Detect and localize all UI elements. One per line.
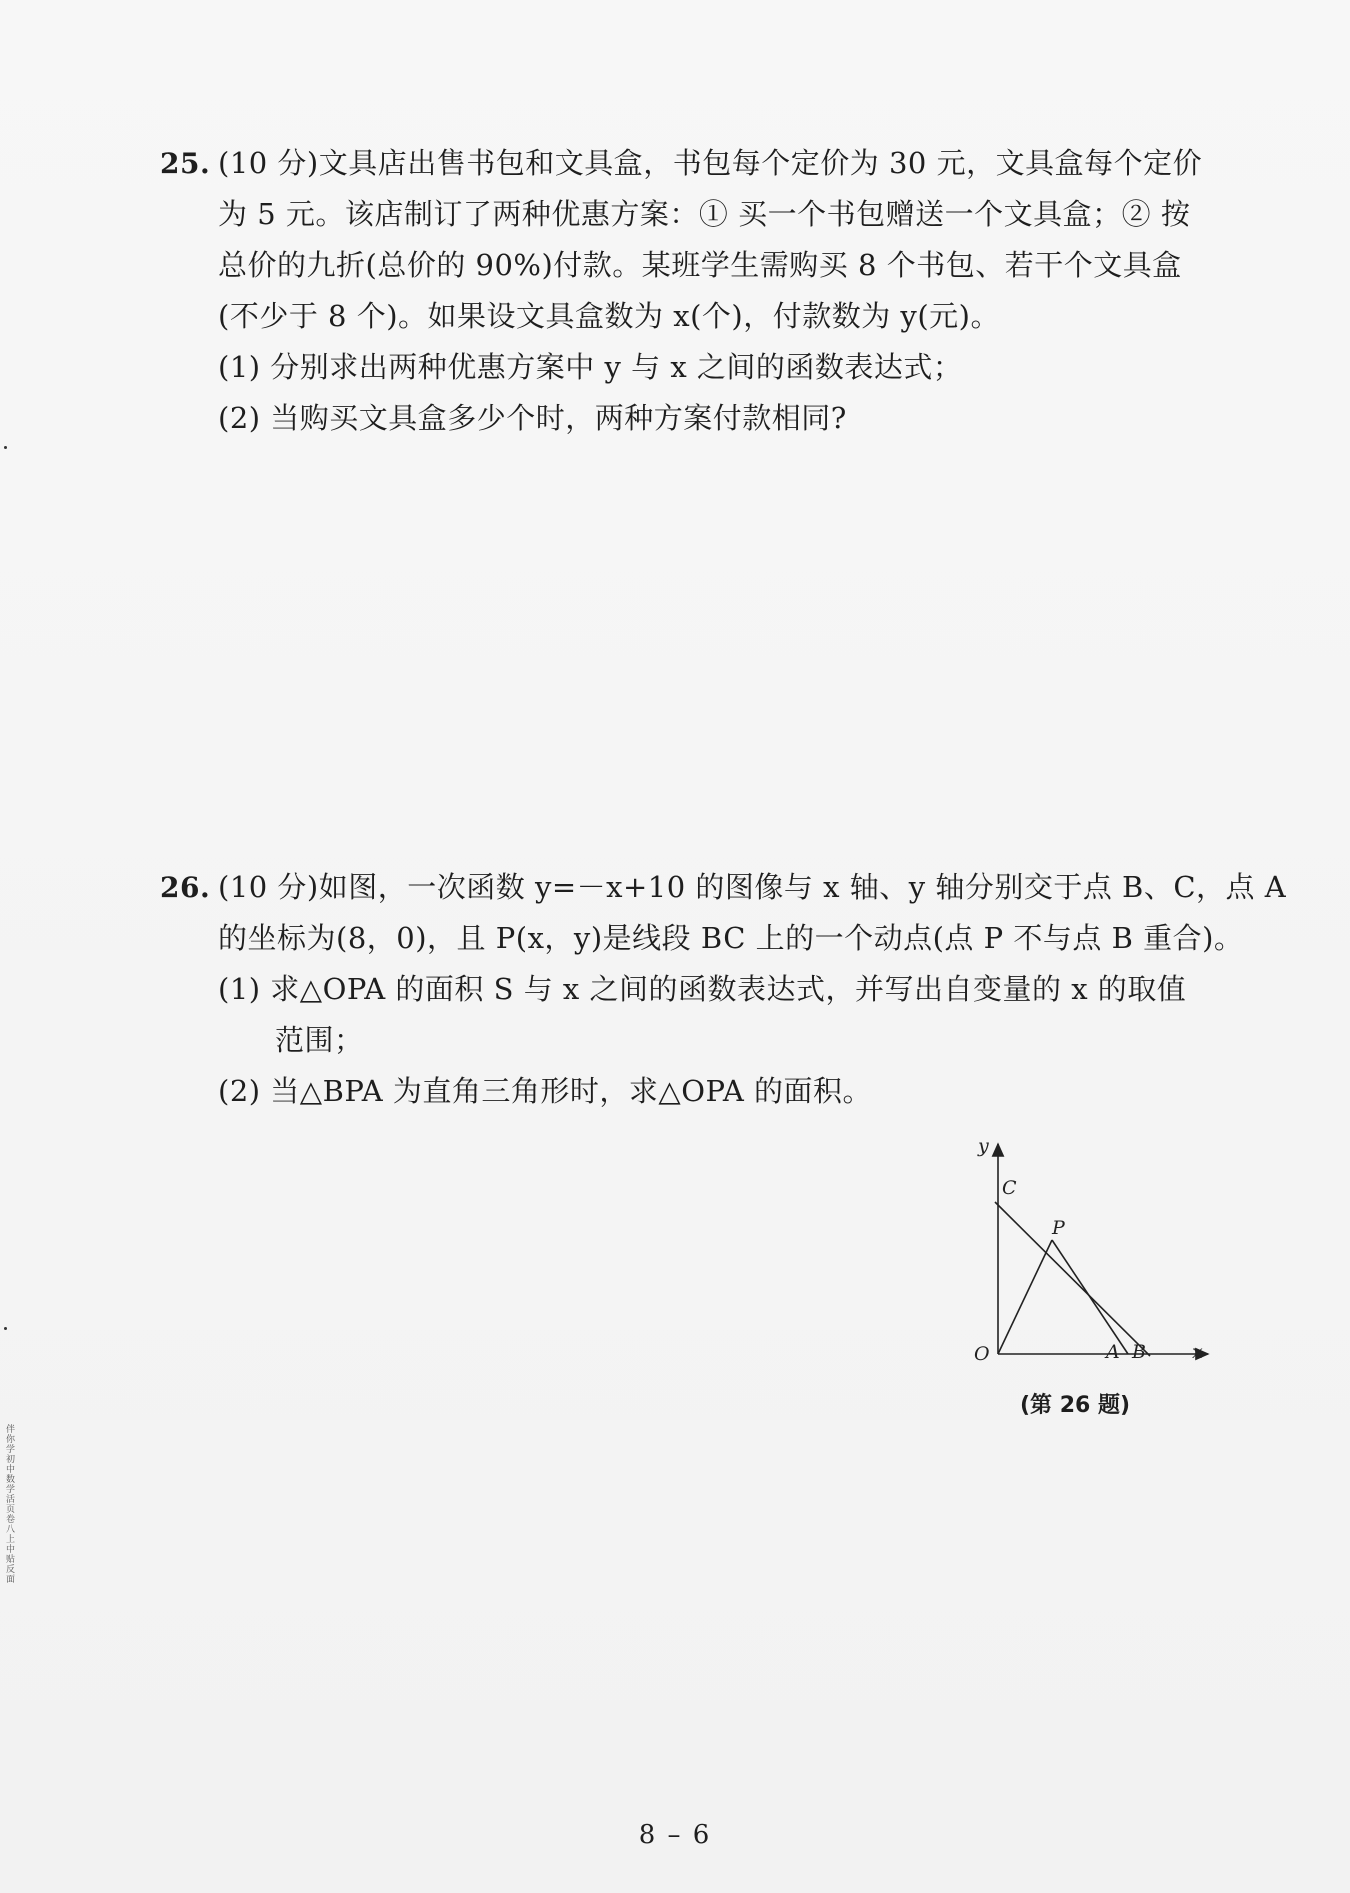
- label-o: O: [974, 1343, 990, 1365]
- segment-pa: [1052, 1240, 1128, 1354]
- problem-26-line-1: 26. (10 分)如图，一次函数 y=－x+10 的图像与 x 轴、y 轴分别交于点 B、C，点 A: [160, 862, 1240, 913]
- problem-26-line-2: 的坐标为(8，0)，且 P(x，y)是线段 BC 上的一个动点(点 P 不与点 B 重合)。: [218, 921, 1244, 955]
- label-c: C: [1002, 1177, 1017, 1199]
- problem-26-question-1: (1) 求△OPA 的面积 S 与 x 之间的函数表达式，并写出自变量的 x 的取值: [218, 972, 1187, 1006]
- problem-25-line-1: 25. (10 分)文具店出售书包和文具盒，书包每个定价为 30 元，文具盒每个定价: [160, 138, 1240, 189]
- label-y: y: [978, 1135, 989, 1157]
- problem-26-question-2: (2) 当△BPA 为直角三角形时，求△OPA 的面积。: [218, 1074, 873, 1108]
- problem-number: 26.: [160, 871, 211, 904]
- margin-mark: [4, 1327, 7, 1330]
- label-x: x: [1192, 1341, 1203, 1363]
- figure-svg: [960, 1134, 1230, 1394]
- problem-25-line-4: (不少于 8 个)。如果设文具盒数为 x(个)，付款数为 y(元)。: [218, 299, 1000, 333]
- figure-caption: (第 26 题): [1020, 1393, 1131, 1418]
- label-a: A: [1106, 1341, 1120, 1363]
- problem-25-question-1: (1) 分别求出两种优惠方案中 y 与 x 之间的函数表达式；: [218, 350, 963, 384]
- problem-25: [160, 138, 1240, 444]
- problem-number: 25.: [160, 147, 211, 180]
- problem-25-question-2: (2) 当购买文具盒多少个时，两种方案付款相同?: [218, 401, 847, 435]
- line-bc: [995, 1202, 1150, 1356]
- problem-25-line-2: 为 5 元。该店制订了两种优惠方案：① 买一个书包赠送一个文具盒；② 按: [218, 197, 1191, 231]
- problem-26-question-1-cont: 范围；: [275, 1023, 364, 1057]
- problem-26: [160, 862, 1287, 1117]
- label-p: P: [1052, 1217, 1065, 1239]
- margin-mark: [4, 446, 7, 449]
- segment-op: [998, 1240, 1052, 1354]
- label-b: B: [1132, 1341, 1146, 1363]
- coordinate-figure: [960, 1134, 1230, 1394]
- page-number: 8 – 6: [638, 1820, 712, 1850]
- margin-vertical-text: 伴你学初中数学活页卷 八上 中 贴反面: [6, 1425, 16, 1585]
- problem-25-line-3: 总价的九折(总价的 90%)付款。某班学生需购买 8 个书包、若干个文具盒: [218, 248, 1182, 282]
